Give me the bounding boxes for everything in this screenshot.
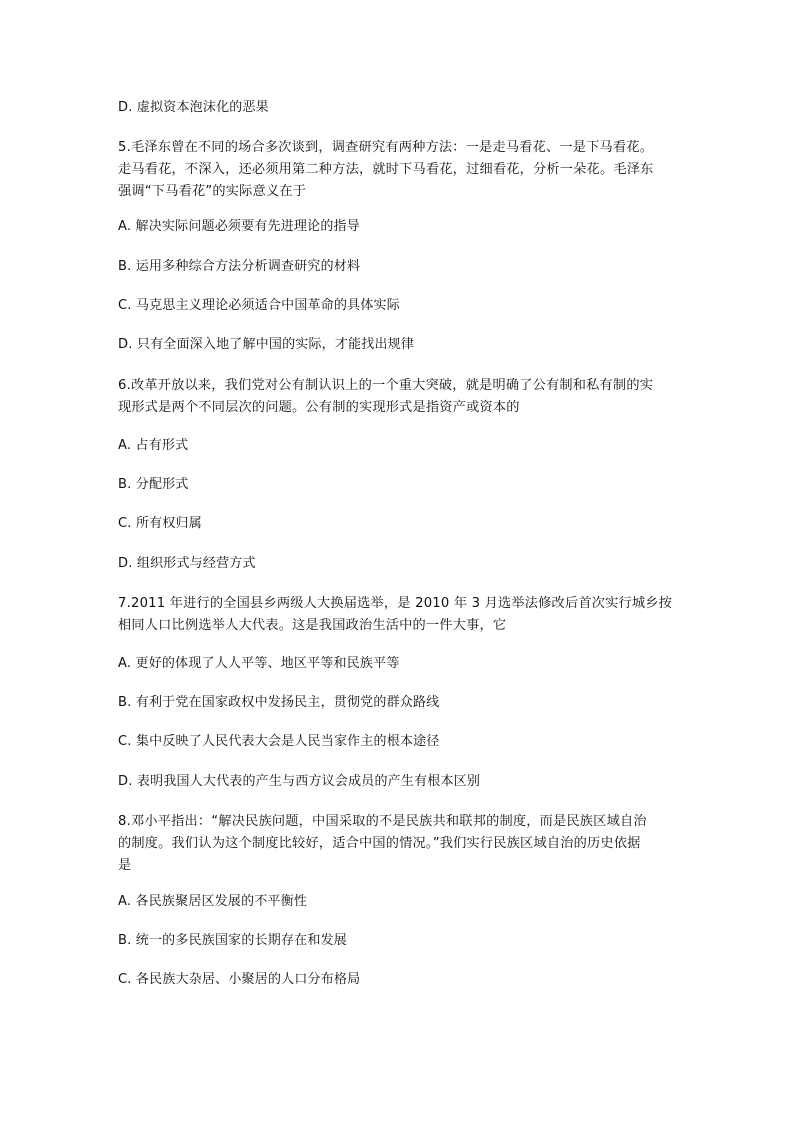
q8-stem-line-3: 是 xyxy=(118,858,132,873)
q6-stem-line-2: 现形式是两个不同层次的问题。公有制的实现形式是指资产或资本的 xyxy=(118,400,520,415)
q6-option-b: B. 分配形式 xyxy=(118,477,189,492)
q4-option-d: D. 虚拟资本泡沫化的恶果 xyxy=(118,100,269,115)
q5-option-a: A. 解决实际问题必须要有先进理论的指导 xyxy=(118,219,360,234)
q7-option-b: B. 有利于党在国家政权中发扬民主，贯彻党的群众路线 xyxy=(118,695,440,710)
q8-option-b: B. 统一的多民族国家的长期存在和发展 xyxy=(118,933,347,948)
q5-stem-line-1: 5.毛泽东曾在不同的场合多次谈到，调查研究有两种方法：一是走马看花、一是下马看花。 xyxy=(118,140,654,155)
q8-stem-line-2: 的制度。我们认为这个制度比较好，适合中国的情况。”我们实行民族区域自治的历史依据 xyxy=(118,836,641,851)
q7-stem-line-1: 7.2011 年进行的全国县乡两级人大换届选举，是 2010 年 3 月选举法修改后首次实行城乡按 xyxy=(118,596,673,611)
q5-option-d: D. 只有全面深入地了解中国的实际，才能找出规律 xyxy=(118,337,415,352)
q5-option-b: B. 运用多种综合方法分析调查研究的材料 xyxy=(118,259,361,274)
q7-option-d: D. 表明我国人大代表的产生与西方议会成员的产生有根本区别 xyxy=(118,774,481,789)
q6-option-d: D. 组织形式与经营方式 xyxy=(118,556,256,571)
q8-option-c: C. 各民族大杂居、小聚居的人口分布格局 xyxy=(118,972,361,987)
q6-stem-line-1: 6.改革开放以来，我们党对公有制认识上的一个重大突破，就是明确了公有制和私有制的实 xyxy=(118,378,654,393)
q5-option-c: C. 马克思主义理论必须适合中国革命的具体实际 xyxy=(118,298,400,313)
q6-option-c: C. 所有权归属 xyxy=(118,516,202,531)
q7-option-a: A. 更好的体现了人人平等、地区平等和民族平等 xyxy=(118,656,400,671)
q8-stem-line-1: 8.邓小平指出：“解决民族问题，中国采取的不是民族共和联邦的制度，而是民族区域自治 xyxy=(118,814,647,829)
q8-option-a: A. 各民族聚居区发展的不平衡性 xyxy=(118,894,308,909)
q5-stem-line-2: 走马看花，不深入，还必须用第二种方法，就时下马看花，过细看花，分析一朵花。毛泽东 xyxy=(118,162,654,177)
q7-option-c: C. 集中反映了人民代表大会是人民当家作主的根本途径 xyxy=(118,734,440,749)
q5-stem-line-3: 强调“下马看花”的实际意义在于 xyxy=(118,184,307,199)
q6-option-a: A. 占有形式 xyxy=(118,438,189,453)
q7-stem-line-2: 相同人口比例选举人大代表。这是我国政治生活中的一件大事，它 xyxy=(118,618,507,633)
